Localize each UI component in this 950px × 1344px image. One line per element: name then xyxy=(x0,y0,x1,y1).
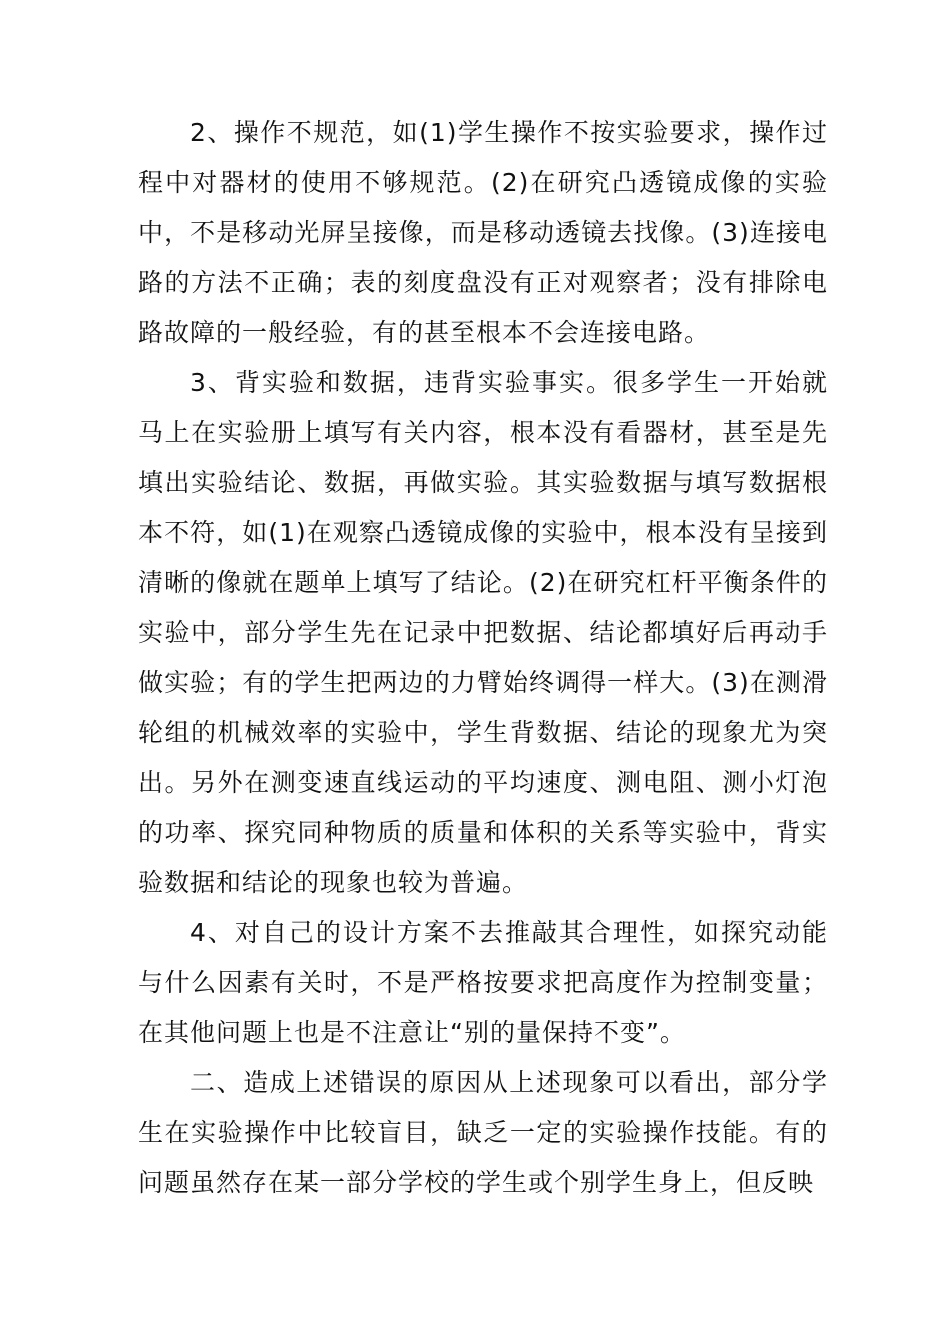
paragraph-operation-irregular: 2、操作不规范，如(1)学生操作不按实验要求，操作过程中对器材的使用不够规范。(2)在研究凸透镜成像的实验中，不是移动光屏呈接像，而是移动透镜去找像。(3)连接电路的方法不正确；表的刻度盘没有正对观察者；没有排除电路故障的一般经验，有的甚至根本不会连接电路。 xyxy=(138,118,828,347)
document-body xyxy=(138,108,828,1208)
paragraph-memorized-data: 3、背实验和数据，违背实验事实。很多学生一开始就马上在实验册上填写有关内容，根本没有看器材，甚至是先填出实验结论、数据，再做实验。其实验数据与填写数据根本不符，如(1)在观察凸透镜成像的实验中，根本没有呈接到清晰的像就在题单上填写了结论。(2)在研究杠杆平衡条件的实验中，部分学生先在记录中把数据、结论都填好后再动手做实验；有的学生把两边的力臂始终调得一样大。(3)在测滑轮组的机械效率的实验中，学生背数据、结论的现象尤为突出。另外在测变速直线运动的平均速度、测电阻、测小灯泡的功率、探究同种物质的质量和体积的关系等实验中，背实验数据和结论的现象也较为普遍。 xyxy=(138,368,828,897)
paragraph-error-causes: 二、造成上述错误的原因从上述现象可以看出，部分学生在实验操作中比较盲目，缺乏一定的实验操作技能。有的问题虽然存在某一部分学校的学生或个别学生身上，但反映 xyxy=(138,1068,828,1197)
paragraph-design-rationality: 4、对自己的设计方案不去推敲其合理性，如探究动能与什么因素有关时，不是严格按要求把高度作为控制变量；在其他问题上也是不注意让“别的量保持不变”。 xyxy=(138,918,828,1047)
